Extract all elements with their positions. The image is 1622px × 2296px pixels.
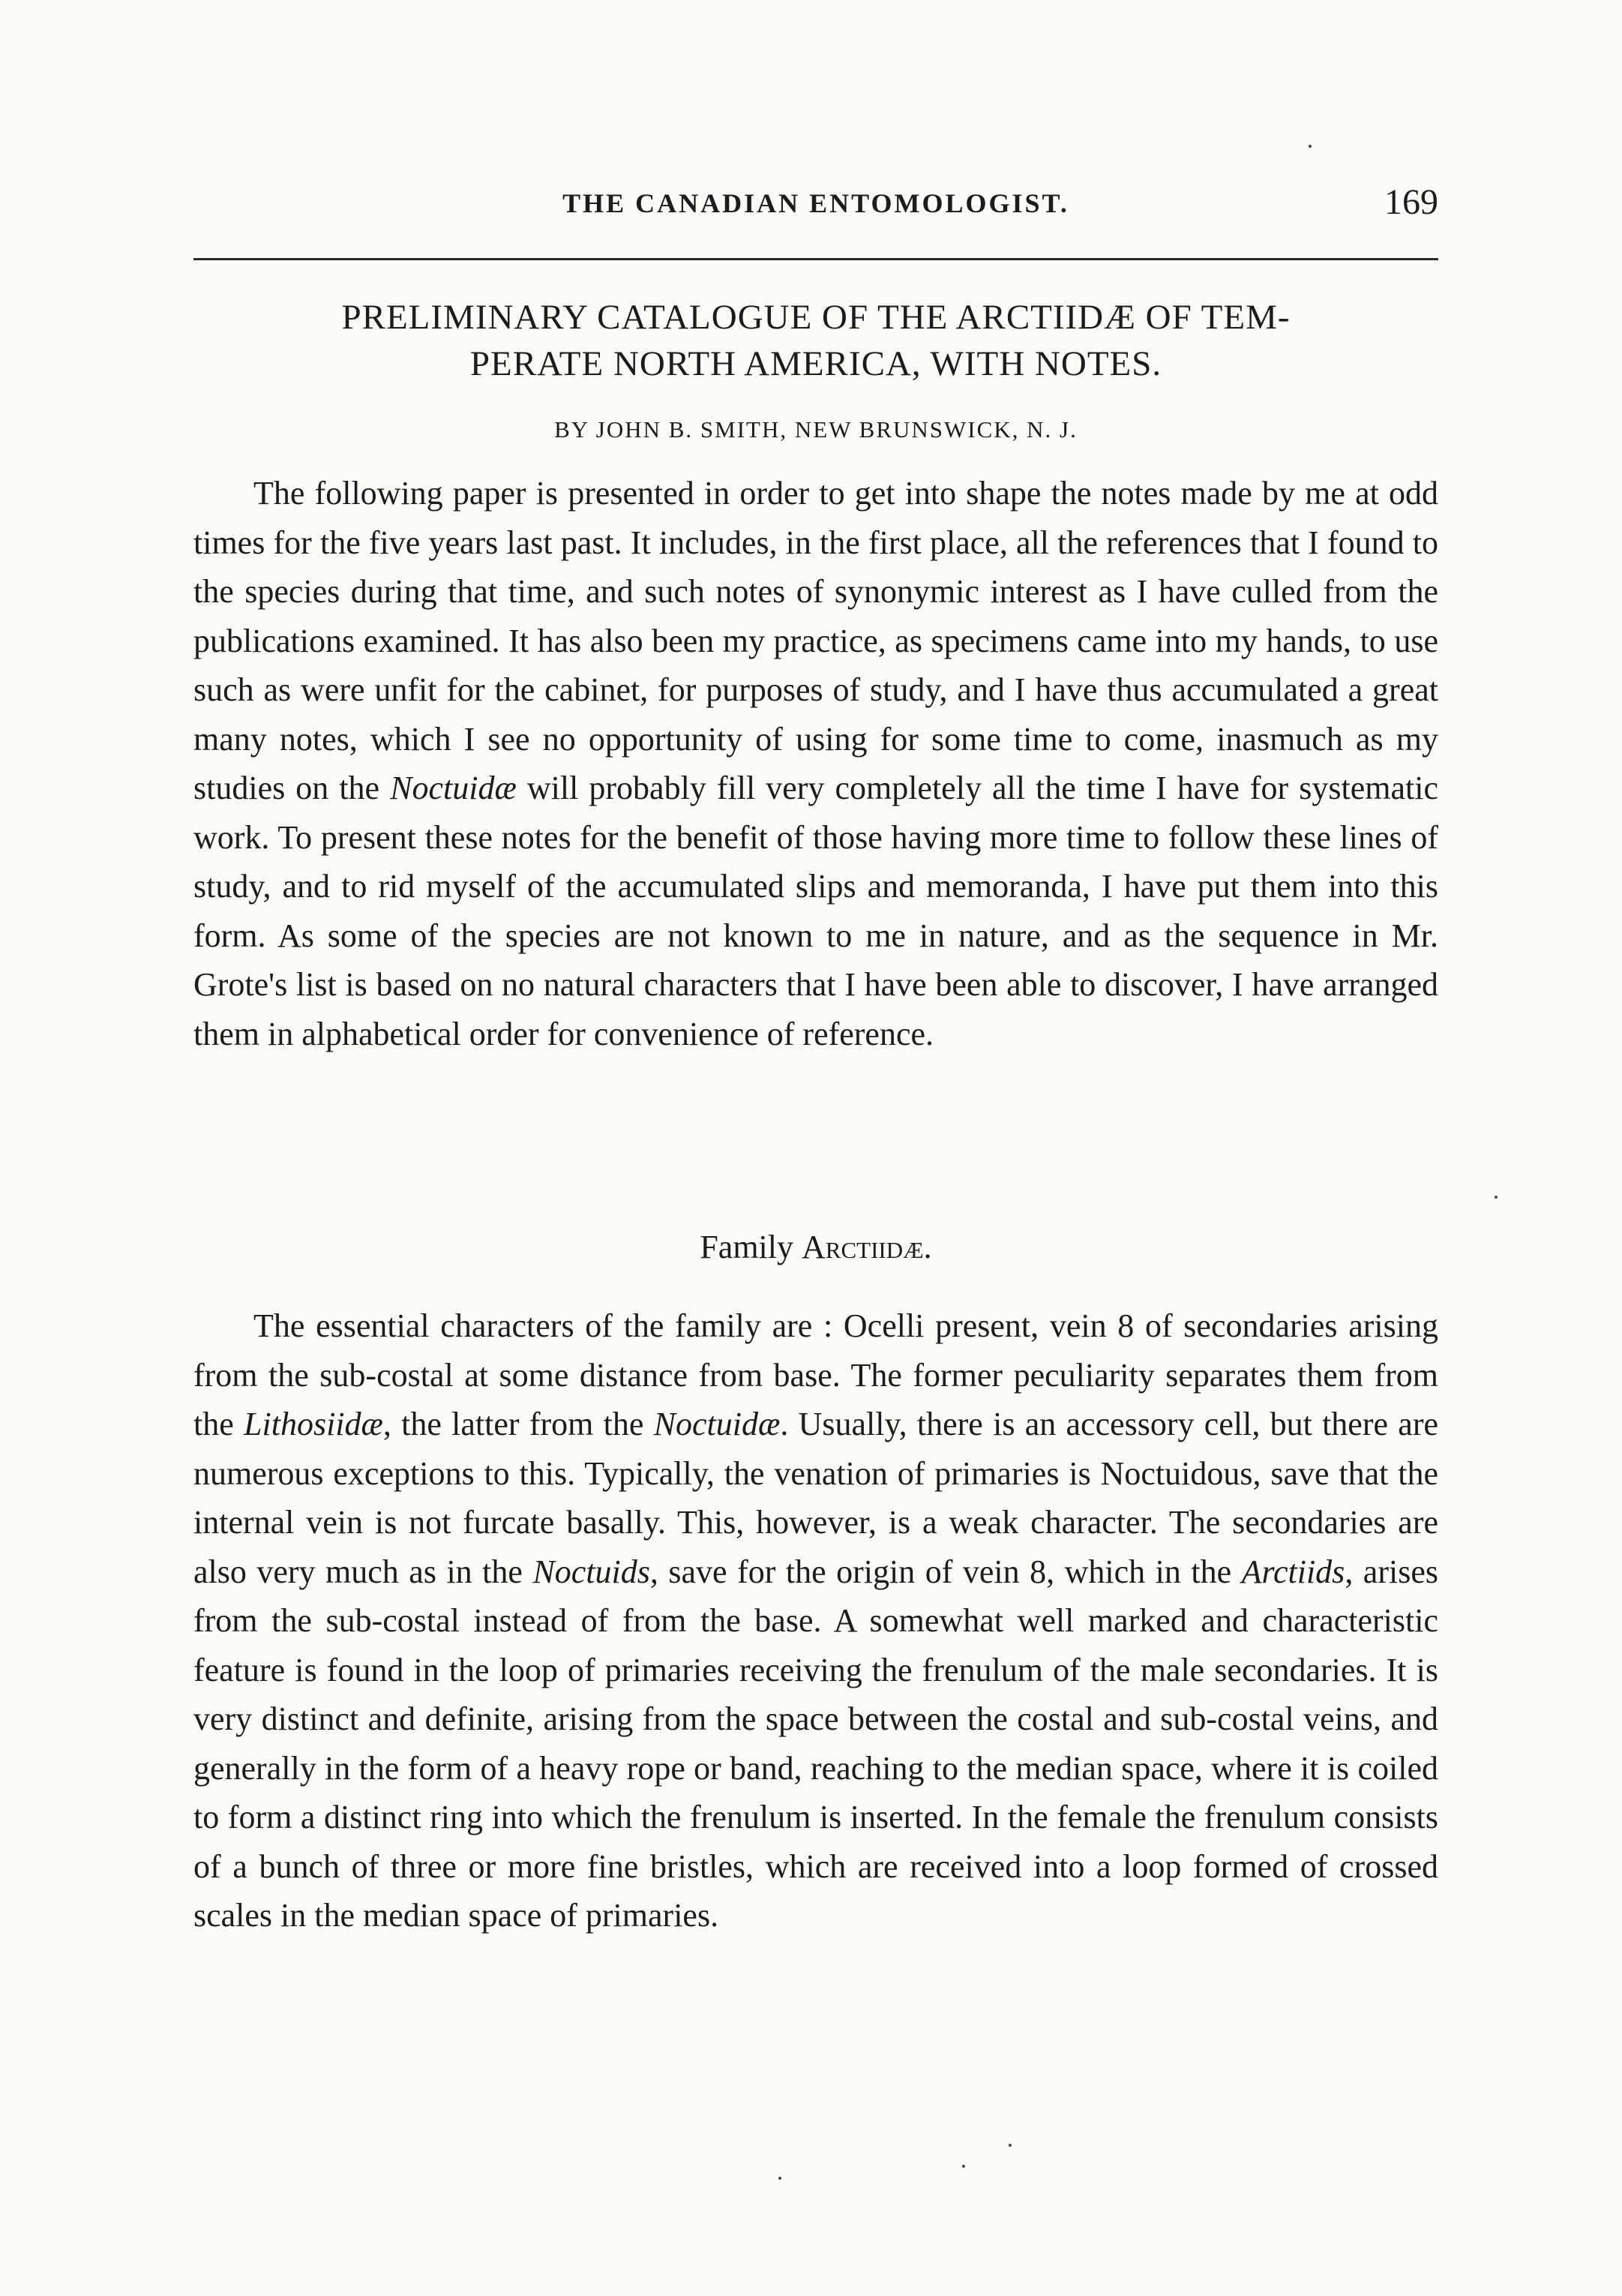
journal-name: THE CANADIAN ENTOMOLOGIST. bbox=[562, 188, 1069, 218]
family-text-4: , save for the origin of vein 8, which in the bbox=[649, 1553, 1242, 1590]
running-head bbox=[193, 182, 1438, 233]
family-heading bbox=[193, 1225, 1438, 1270]
intro-paragraph bbox=[193, 469, 1438, 1058]
taxon-noctuids: Noctuids bbox=[532, 1553, 650, 1590]
title-line-2: PERATE NORTH AMERICA, WITH NOTES. bbox=[469, 344, 1162, 383]
ink-speck bbox=[962, 2165, 965, 2168]
family-text-3: . Usually, there is an accessory cell, but there are numerous exceptions to this. Typically, the venation of primaries is Noctuidous, save that the internal vein is not furcate basally. This, however, is a weak character. The secondaries are also very much as in the bbox=[193, 1406, 1438, 1590]
family-text-2: , the latter from the bbox=[382, 1406, 654, 1442]
taxon-noctuidae: Noctuidæ bbox=[390, 770, 517, 806]
family-heading-word: Family bbox=[700, 1229, 802, 1265]
taxon-arctiids: Arctiids bbox=[1241, 1553, 1345, 1590]
author-byline: BY JOHN B. SMITH, NEW BRUNSWICK, N. J. bbox=[554, 416, 1078, 443]
ink-speck bbox=[1309, 145, 1312, 148]
family-paragraph bbox=[193, 1301, 1438, 1940]
intro-paragraph-block bbox=[193, 469, 1438, 1058]
family-text-5: , arises from the sub-costal instead of from the base. A somewhat well marked and characteristic feature is found in the loop of primaries receiving the frenulum of the male secondaries. It is very distinct and definite, arising from the space between the costal and sub-costal veins, and generally in the form of a heavy rope or band, reaching to the median space, where it is coiled to form a distinct ring into which the frenulum is inserted. In the female the frenulum consists of a bunch of three or more fine bristles, which are received into a loop formed of crossed scales in the median space of primaries. bbox=[193, 1553, 1438, 1934]
family-text-1: The essential characters of the family are : Ocelli present, vein 8 of secondaries arising from the sub-costal at some distance from base. The former peculiarity separates them from the bbox=[193, 1307, 1438, 1442]
article-title bbox=[193, 294, 1438, 387]
family-heading-name: Arctiidæ. bbox=[802, 1229, 932, 1265]
ink-speck bbox=[1009, 2144, 1012, 2147]
taxon-noctuidae: Noctuidæ bbox=[653, 1406, 781, 1442]
intro-text-2: will probably fill very completely all the time I have for systematic work. To present these notes for the benefit of those having more time to follow these lines of study, and to rid myself of the accumulated slips and memoranda, I have put them into this form. As some of the species are not known to me in nature, and as the sequence in Mr. Grote's list is based on no natural characters that I have been able to discover, I have arranged them in alphabetical order for convenience of reference. bbox=[193, 770, 1438, 1052]
ink-speck bbox=[778, 2177, 781, 2180]
page-number: 169 bbox=[1384, 182, 1438, 222]
intro-text-1: The following paper is presented in order to get into shape the notes made by me at odd times for the five years last past. It includes, in the first place, all the references that I found to the species during that time, and such notes of synonymic interest as I have culled from the publications examined. It has also been my practice, as specimens came into my hands, to use such as were unfit for the cabinet, for purposes of study, and I have thus accumulated a great many notes, which I see no opportunity of using for some time to come, inasmuch as my studies on the bbox=[193, 475, 1438, 806]
title-line-1: PRELIMINARY CATALOGUE OF THE ARCTIIDÆ OF TEM- bbox=[341, 298, 1291, 337]
header-rule bbox=[193, 258, 1438, 260]
family-paragraph-block bbox=[193, 1301, 1438, 1940]
ink-speck bbox=[1495, 1196, 1498, 1199]
taxon-lithosiidae: Lithosiidæ bbox=[244, 1406, 383, 1442]
